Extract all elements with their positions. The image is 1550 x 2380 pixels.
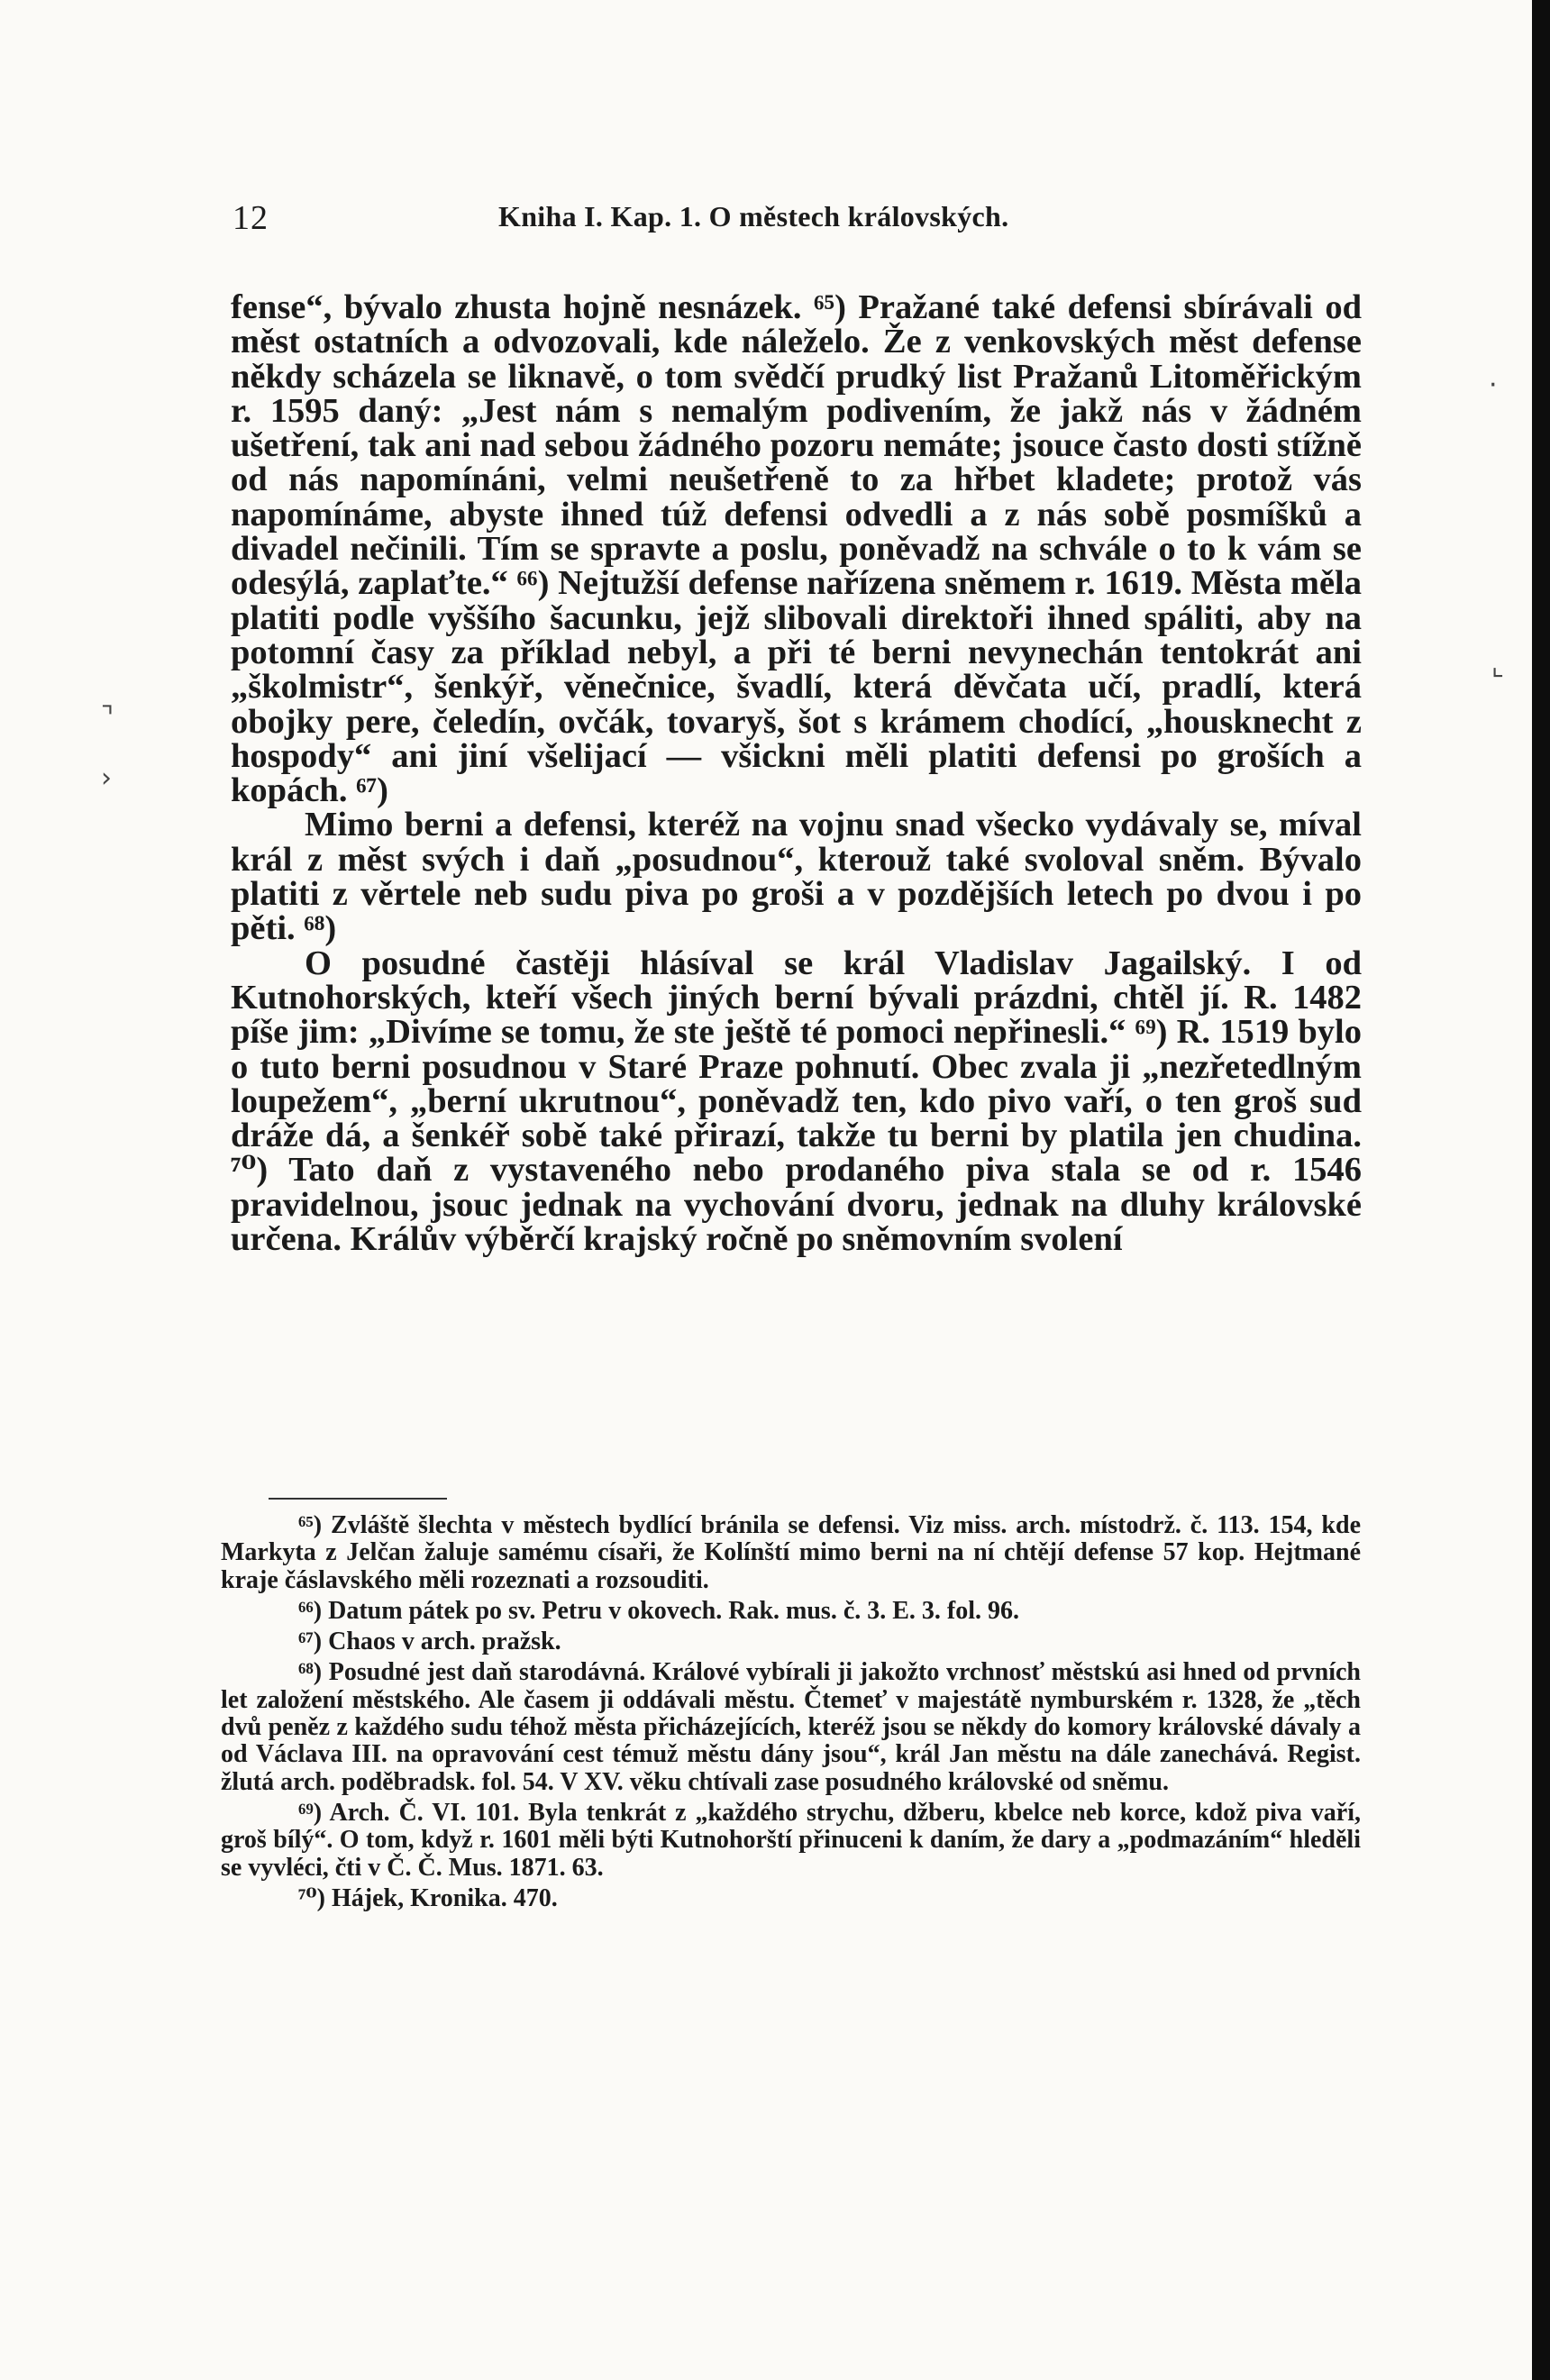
footnote-69: ⁶⁹) Arch. Č. VI. 101. Byla tenkrát z „každého strychu, džberu, kbelce neb korce, kdož piva vaří, groš bílý“. O tom, když r. 1601 měli býti Kutnohorští přinuceni k daním, že dary a „podmazáním“ hleděli se vyvléci, čti v Č. Č. Mus. 1871. 63. — [221, 1798, 1361, 1882]
margin-mark: ⌞ — [1491, 651, 1505, 682]
page-header — [232, 193, 1373, 247]
paragraph-continuation: fense“, bývalo zhusta hojně nesnázek. ⁶⁵) Pražané také defensi sbírávali od měst ostatních a odvozovali, kde náleželo. Že z venkovských měst defense někdy scházela se liknavě, o tom svědčí prudký list Pražanů Litoměřickým r. 1595 daný: „Jest nám s nemalým podivením, že jakž nás v žádném ušetření, tak ani nad sebou žádného pozoru nemáte; jsouce často dosti stížně od nás napomínáni, velmi neušetřeně to za hřbet kladete; protož vás napomínáme, abyste ihned túž defensi odvedli a z nás sobě posmíšků a divadel nečinili. Tím se spravte a poslu, poněvadž na schvále o to k vám se odesýlá, zaplaťte.“ ⁶⁶) Nejtužší defense nařízena sněmem r. 1619. Města měla platiti podle vyššího šacunku, jejž slibovali direktoři ihned spáliti, aby na potomní časy za příklad nebyl, a při té berni nevynechán tentokrát ani „školmistr“, šenkýř, věnečnice, švadlí, která děvčata učí, pradlí, která obojky pere, čeledín, ovčák, tovaryš, šot s krámem chodící, „housknecht z hospody“ ani jiní všelijací — všickni měli platiti defensi po groších a kopách. ⁶⁷) — [231, 288, 1362, 810]
running-head: Kniha I. Kap. 1. O městech královských. — [498, 200, 1009, 233]
page-number: 12 — [232, 199, 269, 237]
footnotes — [221, 1512, 1361, 1916]
margin-mark: · — [1489, 369, 1498, 401]
footnote-66: ⁶⁶) Datum pátek po sv. Petru v okovech. Rak. mus. č. 3. E. 3. fol. 96. — [298, 1596, 1020, 1625]
margin-mark: › — [101, 762, 112, 794]
margin-mark: ⌝ — [101, 701, 114, 733]
footnote-68: ⁶⁸) Posudné jest daň starodávná. Králové vybírali ji jakožto vrchnosť městskú asi hned od prvních let založení městského. Ale časem ji oddávali městu. Čtemeť v majestátě nymburském r. 1328, že „těch dvů peněz z každého sudu téhož města přicházejících, kteréž jsou se někdy do komory královské dávaly a od Václava III. na opravování cest témuž městu dány jsou“, král Jan městu na dále zanechává. Regist. žlutá arch. poděbradsk. fol. 54. V XV. věku chtívali zase posudného královské od sněmu. — [221, 1658, 1361, 1796]
footnote-67: ⁶⁷) Chaos v arch. pražsk. — [298, 1628, 561, 1656]
paragraph: Mimo berni a defensi, kteréž na vojnu snad všecko vydávaly se, míval král z měst svých i daň „posudnou“, kterouž také svoloval sněm. Bývalo platiti z věrtele neb sudu piva po groši a v pozdějších letech po dvou i po pěti. ⁶⁸) — [231, 806, 1362, 948]
footnote-separator — [269, 1498, 447, 1500]
main-text — [231, 288, 1362, 1259]
book-edge — [1532, 0, 1550, 2380]
footnote-70: ⁷⁰) Hájek, Kronika. 470. — [298, 1883, 558, 1912]
paragraph: O posudné častěji hlásíval se král Vladislav Jagailský. I od Kutnohorských, kteří všech jiných berní bývali prázdni, chtěl jí. R. 1482 píše jim: „Divíme se tomu, že ste ještě té pomoci nepřinesli.“ ⁶⁹) R. 1519 bylo o tuto berni posudnou v Staré Praze pohnutí. Obec zvala ji „nezřetedlným loupežem“, „berní ukrutnou“, poněvadž ten, kdo pivo vaří, o ten groš sud dráže dá, a šenkéř sobě také přirazí, takže tu berni by platila jen chudina. ⁷⁰) Tato daň z vystaveného nebo prodaného piva stala se od r. 1546 pravidelnou, jsouc jednak na vychování dvoru, jednak na dluhy královské určena. Králův výběrčí krajský ročně po sněmovním svolení — [231, 944, 1362, 1259]
footnote-65: ⁶⁵) Zvláště šlechta v městech bydlící bránila se defensi. Viz miss. arch. místodrž. č. 113. 154, kde Markyta z Jelčan žaluje samému císaři, že Kolínští mimo berni na ní chtějí defense 57 kop. Hejtmané kraje čáslavského měli rozeznati a rozsouditi. — [221, 1511, 1361, 1594]
